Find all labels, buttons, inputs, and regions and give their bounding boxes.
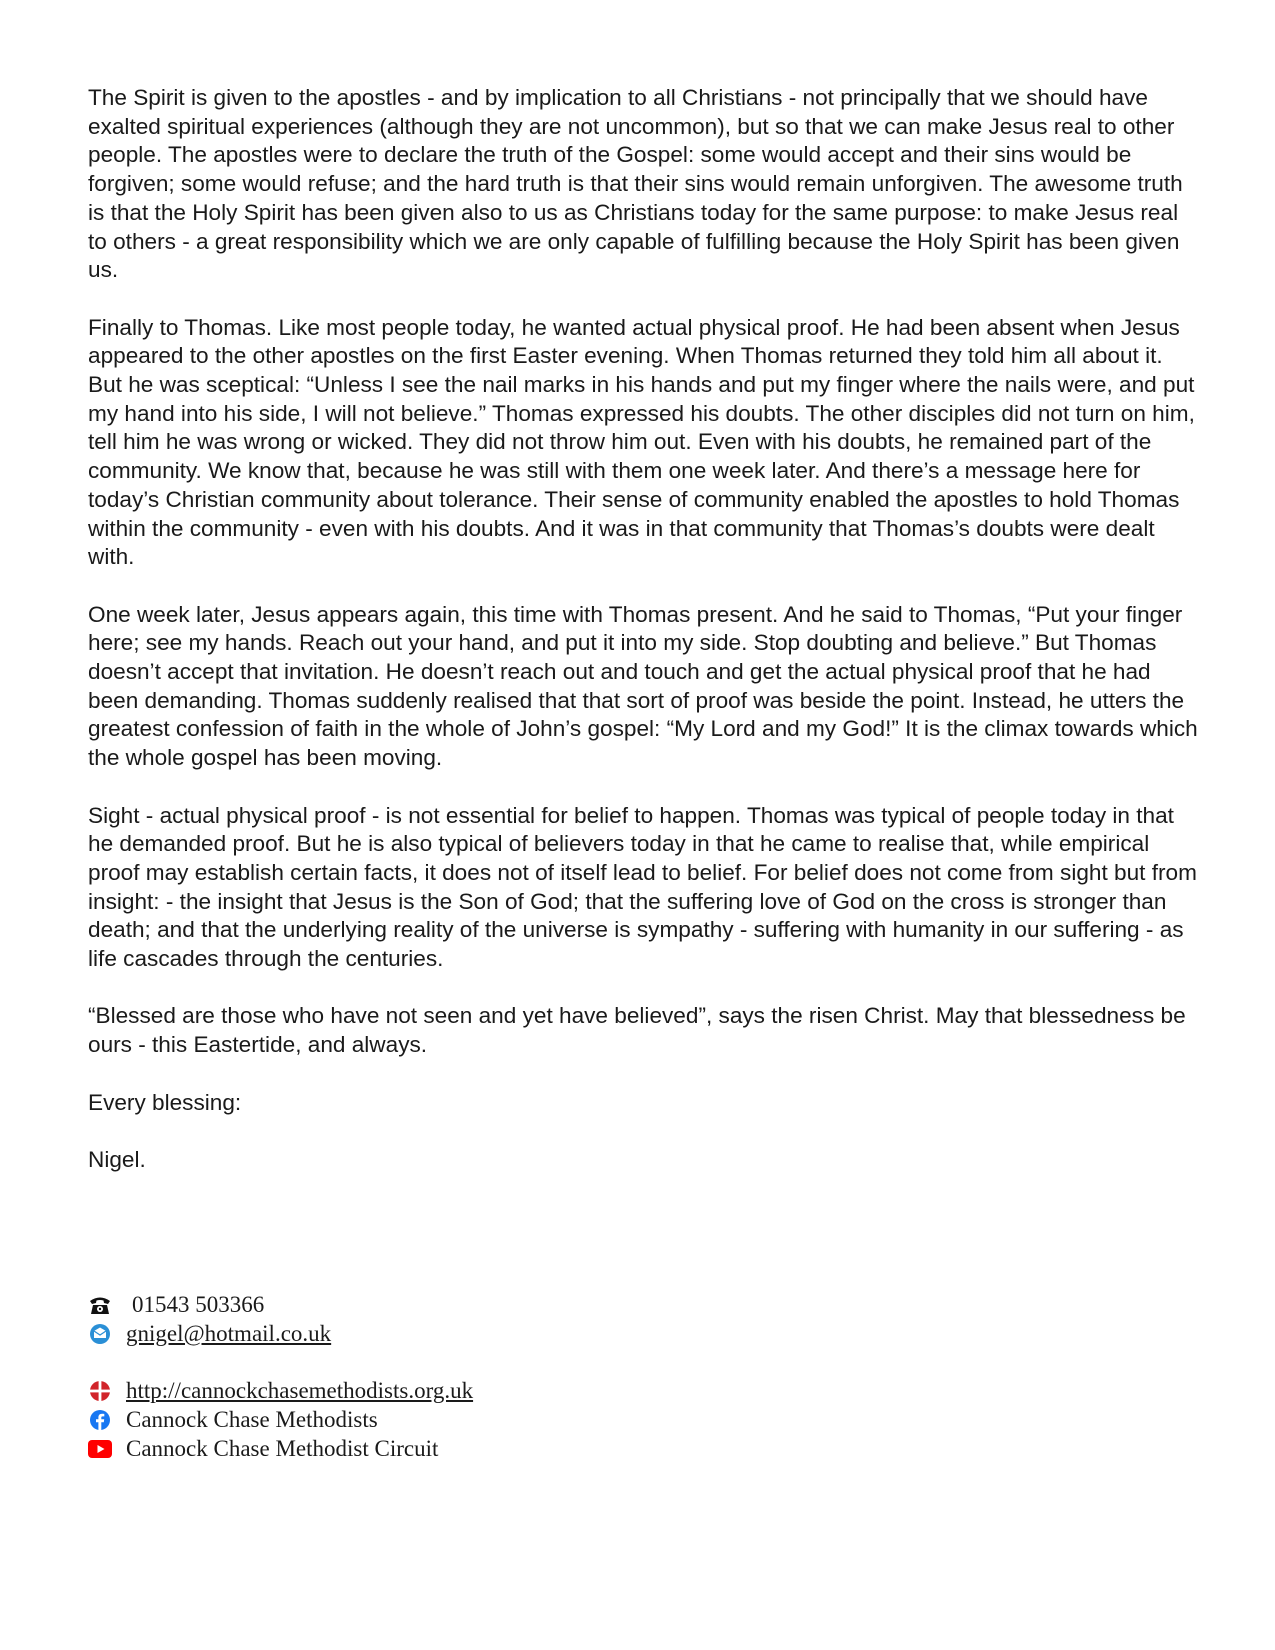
- closing-blessing: Every blessing:: [88, 1089, 242, 1115]
- email-icon: [88, 1322, 112, 1346]
- email-row: [88, 1319, 473, 1348]
- methodist-cross-icon: [88, 1379, 112, 1403]
- website-link[interactable]: http://cannockchasemethodists.org.uk: [126, 1378, 474, 1403]
- paragraph-sight: Sight - actual physical proof - is not essential for belief to happen. Thomas was typical of people today in that he demanded proof. But he is also typical of believers today in that he came to realise that, while empirical proof may establish certain facts, it does not of itself lead to belief. For belief does not come from sight but from insight: - the insight that Jesus is the Son of God; that the suffering love of God on the cross is stronger than death; and that the underlying reality of the universe is sympathy - suffering with humanity in our suffering - as life cascades through the centuries.: [88, 802, 1197, 972]
- telephone-icon: [88, 1293, 112, 1317]
- email-link[interactable]: gnigel@hotmail.co.uk: [126, 1321, 332, 1346]
- paragraph-blessed: “Blessed are those who have not seen and yet have believed”, says the risen Christ. May that blessedness be ours - this Eastertide, and always.: [88, 1003, 1186, 1058]
- phone-row: [88, 1290, 473, 1319]
- signature-name: Nigel.: [88, 1146, 146, 1172]
- facebook-row: [88, 1405, 473, 1434]
- youtube-row: [88, 1434, 473, 1463]
- youtube-channel-name[interactable]: Cannock Chase Methodist Circuit: [126, 1436, 439, 1461]
- facebook-icon: [88, 1408, 112, 1432]
- letter-body: [88, 84, 1198, 1203]
- contact-block: [88, 1290, 473, 1463]
- facebook-page-name[interactable]: Cannock Chase Methodists: [126, 1407, 378, 1432]
- paragraph-thomas: Finally to Thomas. Like most people today, he wanted actual physical proof. He had been absent when Jesus appeared to the other apostles on the first Easter evening. When Thomas returned they told him all about it. But he was sceptical: “Unless I see the nail marks in his hands and put my finger where the nails were, and put my hand into his side, I will not believe.” Thomas expressed his doubts. The other disciples did not turn on him, tell him he was wrong or wicked. They did not throw him out. Even with his doubts, he remained part of the community. We know that, because he was still with them one week later. And there’s a message here for today’s Christian community about tolerance. Their sense of community enabled the apostles to hold Thomas within the community - even with his doubts. And it was in that community that Thomas’s doubts were dealt with.: [88, 314, 1195, 570]
- paragraph-week-later: One week later, Jesus appears again, this time with Thomas present. And he said to Thomas, “Put your finger here; see my hands. Reach out your hand, and put it into my side. Stop doubting and believe.” But Thomas doesn’t accept that invitation. He doesn’t reach out and touch and get the actual physical proof that he had been demanding. Thomas suddenly realised that that sort of proof was beside the point. Instead, he utters the greatest confession of faith in the whole of John’s gospel: “My Lord and my God!” It is the climax towards which the whole gospel has been moving.: [88, 601, 1198, 771]
- phone-number: 01543 503366: [132, 1292, 265, 1317]
- youtube-icon: [88, 1437, 112, 1461]
- website-row: [88, 1376, 473, 1405]
- paragraph-spirit: The Spirit is given to the apostles - and by implication to all Christians - not principally that we should have exalted spiritual experiences (although they are not uncommon), but so that we can make Jesus real to other people. The apostles were to declare the truth of the Gospel: some would accept and their sins would be forgiven; some would refuse; and the hard truth is that their sins would remain unforgiven. The awesome truth is that the Holy Spirit has been given also to us as Christians today for the same purpose: to make Jesus real to others - a great responsibility which we are only capable of fulfilling because the Holy Spirit has been given us.: [88, 85, 1183, 283]
